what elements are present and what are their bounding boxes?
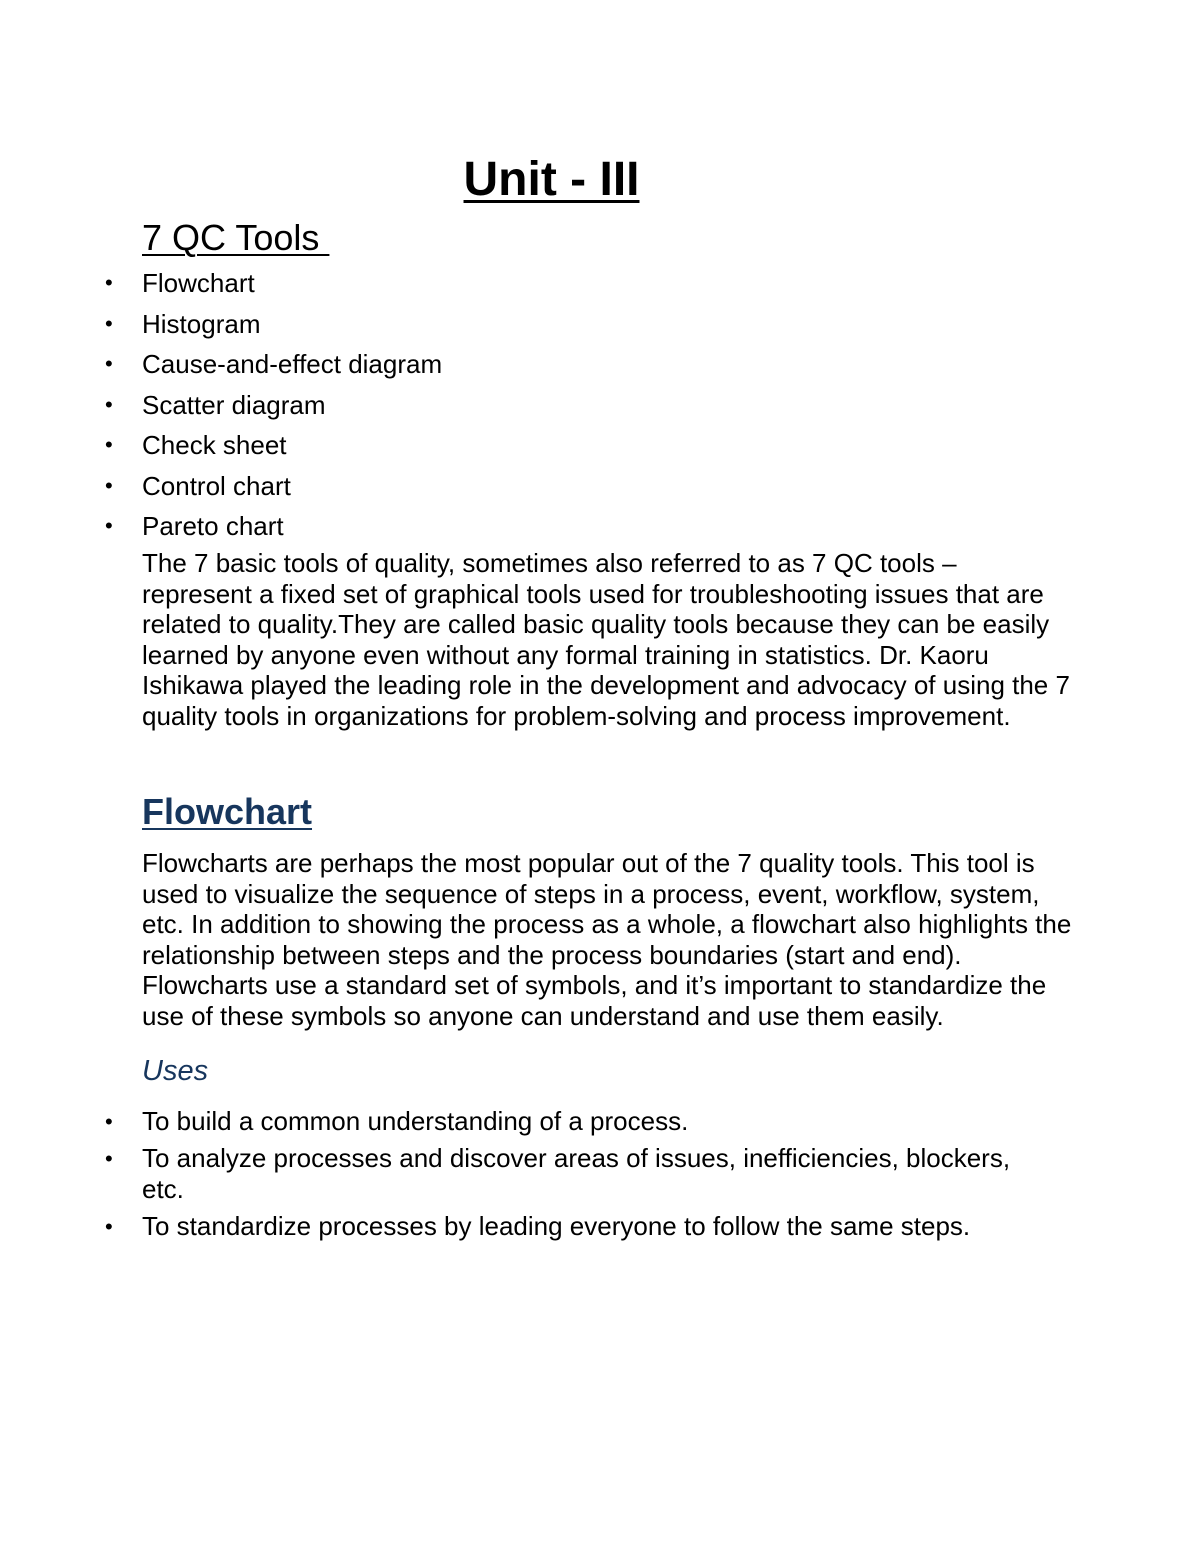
bullet-icon: • [105,472,113,498]
list-item [0,1211,1042,1242]
flowchart-heading: Flowchart [142,791,313,832]
bullet-icon: • [105,1109,113,1134]
list-item [0,344,442,385]
flowchart-paragraph: Flowcharts are perhaps the most popular out of the 7 quality tools. This tool is used to visualize the sequence of steps in a process, event, workflow, system, etc. In addition to showing the process as a whole, a flowchart also highlights the relationship between steps and the process boundaries (start and end). Flowcharts use a standard set of symbols, and it’s important to standardize the use of these symbols so anyone can understand and use them easily. [142,848,1072,1031]
list-item [0,1143,1042,1205]
bullet-icon: • [105,513,113,538]
list-item [0,466,442,507]
list-item-label: Histogram [142,308,261,339]
bullet-icon: • [105,1214,113,1239]
list-item-label: To build a common understanding of a process. [142,1106,689,1136]
bullet-icon: • [105,1146,113,1171]
list-item [0,304,442,345]
uses-heading: Uses [142,1055,209,1087]
list-item [0,263,442,304]
list-item-label: Flowchart [142,268,255,298]
uses-list [0,1106,1100,1248]
list-item-label: Pareto chart [142,511,284,541]
qc-tools-subtitle: 7 QC Tools [142,217,330,258]
qc-tools-list [0,263,442,547]
list-item-label: To standardize processes by leading everyone to follow the same steps. [142,1211,971,1241]
bullet-icon: • [105,351,113,376]
bullet-icon: • [105,310,113,336]
list-item [0,506,442,547]
list-item [0,425,442,466]
bullet-icon: • [105,391,113,417]
list-item [0,385,442,426]
intro-paragraph: The 7 basic tools of quality, sometimes also referred to as 7 QC tools – represent a fixed set of graphical tools used for troubleshooting issues that are related to quality.They are called basic quality tools because they can be easily learned by anyone even without any formal training in statistics. Dr. Kaoru Ishikawa played the leading role in the development and advocacy of using the 7 quality tools in organizations for problem-solving and process improvement. [142,548,1070,731]
bullet-icon: • [105,432,113,457]
list-item-label: To analyze processes and discover areas of issues, inefficiencies, blockers, etc. [142,1143,1011,1204]
list-item-label: Check sheet [142,430,287,460]
bullet-icon: • [105,270,113,295]
list-item-label: Control chart [142,470,291,501]
list-item [0,1106,1042,1137]
list-item-label: Cause-and-effect diagram [142,349,443,379]
unit-title: Unit - III [463,153,640,206]
list-item-label: Scatter diagram [142,389,326,420]
